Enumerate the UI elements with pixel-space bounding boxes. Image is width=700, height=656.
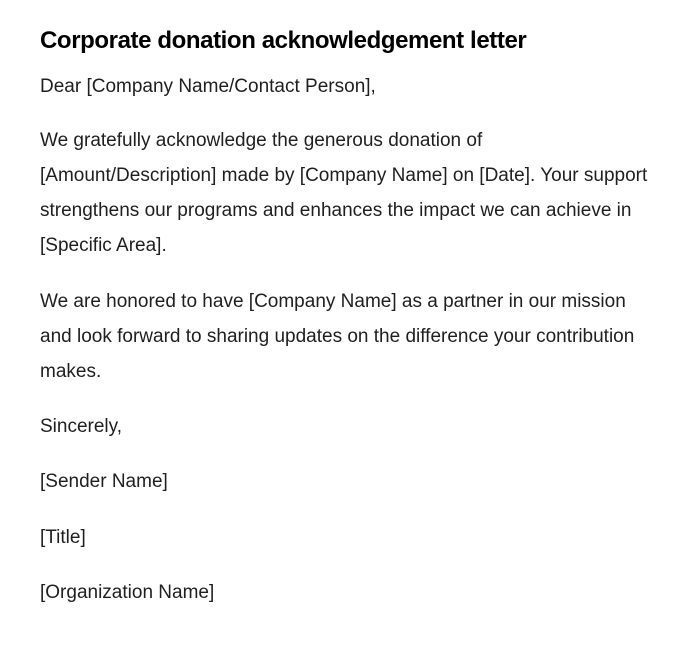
salutation: Dear [Company Name/Contact Person], [40, 76, 376, 97]
letter-title: Corporate donation acknowledgement letter [40, 27, 527, 54]
body-paragraph-acknowledgement: We gratefully acknowledge the generous donation of [Amount/Description] made by [Company Name] on [Date]. Your support strengthens our programs and enhances the impact we can achieve in [Specific Area]. [40, 130, 648, 256]
sender-title: [Title] [40, 527, 86, 548]
organization-name: [Organization Name] [40, 582, 215, 603]
sender-name: [Sender Name] [40, 471, 168, 492]
body-paragraph-partnership: We are honored to have [Company Name] as a partner in our mission and look forward to sharing updates on the difference your contribution makes. [40, 291, 635, 382]
closing: Sincerely, [40, 416, 123, 437]
